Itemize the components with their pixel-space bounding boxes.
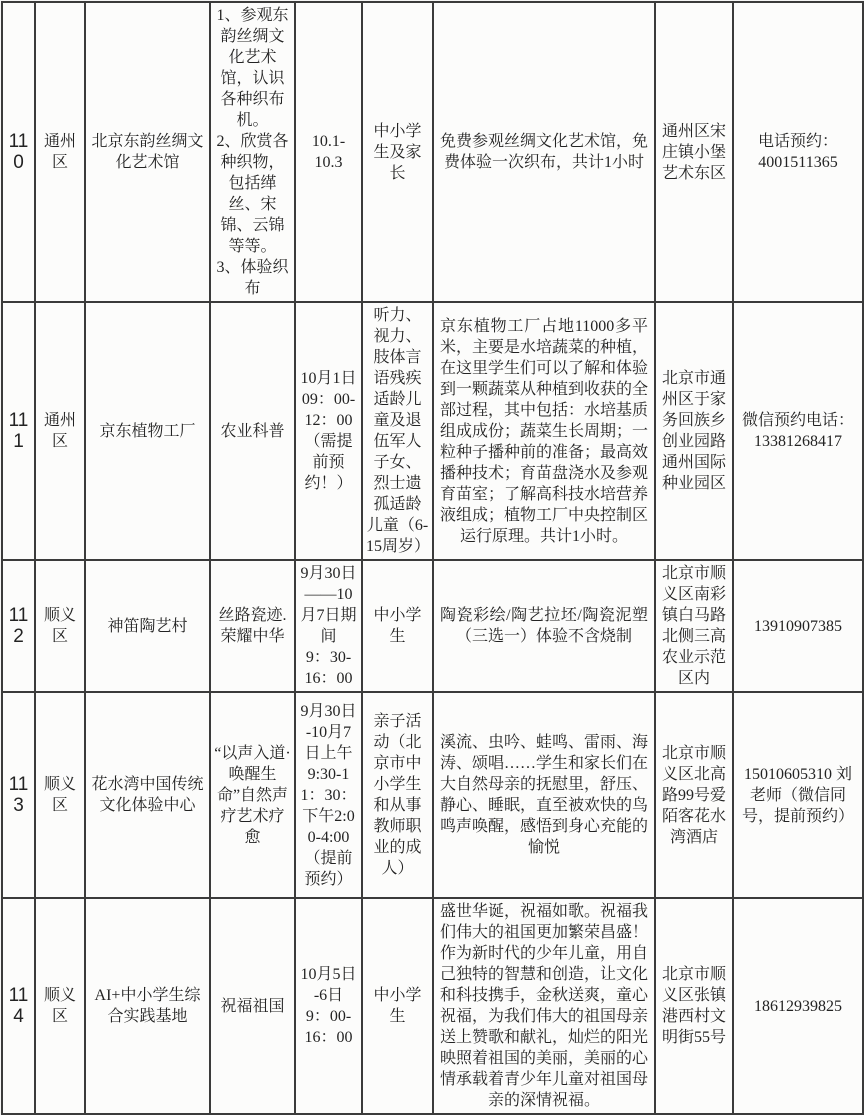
cell-address: 北京市顺义区南彩镇白马路北侧三高农业示范区内 bbox=[655, 560, 733, 692]
cell-activity: “以声入道·唤醒生命”自然声疗艺术疗愈 bbox=[210, 692, 295, 898]
cell-contact: 13910907385 bbox=[733, 560, 863, 692]
cell-schedule: 10月5日 -6日 9：00- 16：00 bbox=[295, 898, 362, 1114]
cell-contact: 15010605310 刘老师（微信同号，提前预约） bbox=[733, 692, 863, 898]
cell-venue: AI+中小学生综合实践基地 bbox=[85, 898, 210, 1114]
cell-schedule: 9月30日 ——10月7日期间 9：30- 16：00 bbox=[295, 560, 362, 692]
cell-activity: 1、参观东韵丝绸文化艺术馆，认识各种织布机。 2、欣赏各种织物，包括缂丝、宋锦、云锦等等。 3、体验织布 bbox=[210, 2, 295, 302]
cell-id: 113 bbox=[2, 692, 35, 898]
cell-schedule: 10月1日 09：00-12：00 （需提前预约！） bbox=[295, 302, 362, 560]
cell-audience: 中小学生 bbox=[362, 898, 433, 1114]
table-row-112 bbox=[2, 560, 863, 692]
cell-description: 盛世华诞，祝福如歌。祝福我们伟大的祖国更加繁荣昌盛！作为新时代的少年儿童，用自己独特的智慧和创造，让文化和科技携手，金秋送爽，童心祝福，为我们伟大的祖国母亲送上赞歌和献礼，灿烂的阳光映照着祖国的美丽，美丽的心情承载着青少年儿童对祖国母亲的深情祝福。 bbox=[433, 898, 655, 1114]
table-row-110 bbox=[2, 2, 863, 302]
cell-district: 顺义区 bbox=[35, 692, 85, 898]
cell-venue: 神笛陶艺村 bbox=[85, 560, 210, 692]
cell-audience: 中小学生 bbox=[362, 560, 433, 692]
cell-schedule: 9月30日 -10月7日上午 9:30-11：30：下午2:00-4:00 （提前预约） bbox=[295, 692, 362, 898]
cell-activity: 祝福祖国 bbox=[210, 898, 295, 1114]
table-row-114 bbox=[2, 898, 863, 1114]
cell-address: 通州区宋庄镇小堡艺术东区 bbox=[655, 2, 733, 302]
cell-id: 111 bbox=[2, 302, 35, 560]
cell-description: 京东植物工厂占地11000多平米，主要是水培蔬菜的种植，在这里学生们可以了解和体验到一颗蔬菜从种植到收获的全部过程，其中包括：水培基质组成成份；蔬菜生长周期；一粒种子播种前的准备；最高效播种技术；育苗盘浇水及参观育苗室；了解高科技水培营养液组成；植物工厂中央控制区运行原理。共计1小时。 bbox=[433, 302, 655, 560]
cell-activity: 农业科普 bbox=[210, 302, 295, 560]
cell-description: 陶瓷彩绘/陶艺拉坯/陶瓷泥塑（三选一）体验不含烧制 bbox=[433, 560, 655, 692]
cell-activity: 丝路瓷迹. 荣耀中华 bbox=[210, 560, 295, 692]
cell-venue: 北京东韵丝绸文化艺术馆 bbox=[85, 2, 210, 302]
cell-address: 北京市顺义区北高路99号爱陌客花水湾酒店 bbox=[655, 692, 733, 898]
cell-contact: 微信预约电话： 13381268417 bbox=[733, 302, 863, 560]
cell-venue: 花水湾中国传统文化体验中心 bbox=[85, 692, 210, 898]
cell-description: 溪流、虫吟、蛙鸣、雷雨、海涛、颂唱……学生和家长们在大自然母亲的抚慰里，舒压、静心、睡眠，直至被欢快的鸟鸣声唤醒，感悟到身心充能的愉悦 bbox=[433, 692, 655, 898]
cell-id: 114 bbox=[2, 898, 35, 1114]
cell-district: 通州区 bbox=[35, 2, 85, 302]
cell-audience: 听力、视力、肢体言语残疾适龄儿童及退伍军人子女、烈士遗孤适龄儿童（6-15周岁） bbox=[362, 302, 433, 560]
cell-description: 免费参观丝绸文化艺术馆，免费体验一次织布，共计1小时 bbox=[433, 2, 655, 302]
cell-audience: 中小学生及家长 bbox=[362, 2, 433, 302]
cell-id: 112 bbox=[2, 560, 35, 692]
table-row-113 bbox=[2, 692, 863, 898]
cell-audience: 亲子活动（北京市中小学生和从事教师职业的成人） bbox=[362, 692, 433, 898]
cell-schedule: 10.1- 10.3 bbox=[295, 2, 362, 302]
cell-district: 顺义区 bbox=[35, 898, 85, 1114]
cell-district: 通州区 bbox=[35, 302, 85, 560]
cell-district: 顺义区 bbox=[35, 560, 85, 692]
cell-venue: 京东植物工厂 bbox=[85, 302, 210, 560]
cell-address: 北京市顺义区张镇港西村文明街55号 bbox=[655, 898, 733, 1114]
cell-contact: 电话预约： 4001511365 bbox=[733, 2, 863, 302]
activities-table bbox=[1, 1, 864, 1115]
table-row-111 bbox=[2, 302, 863, 560]
cell-id: 110 bbox=[2, 2, 35, 302]
cell-contact: 18612939825 bbox=[733, 898, 863, 1114]
cell-address: 北京市通州区于家务回族乡创业园路通州国际种业园区 bbox=[655, 302, 733, 560]
